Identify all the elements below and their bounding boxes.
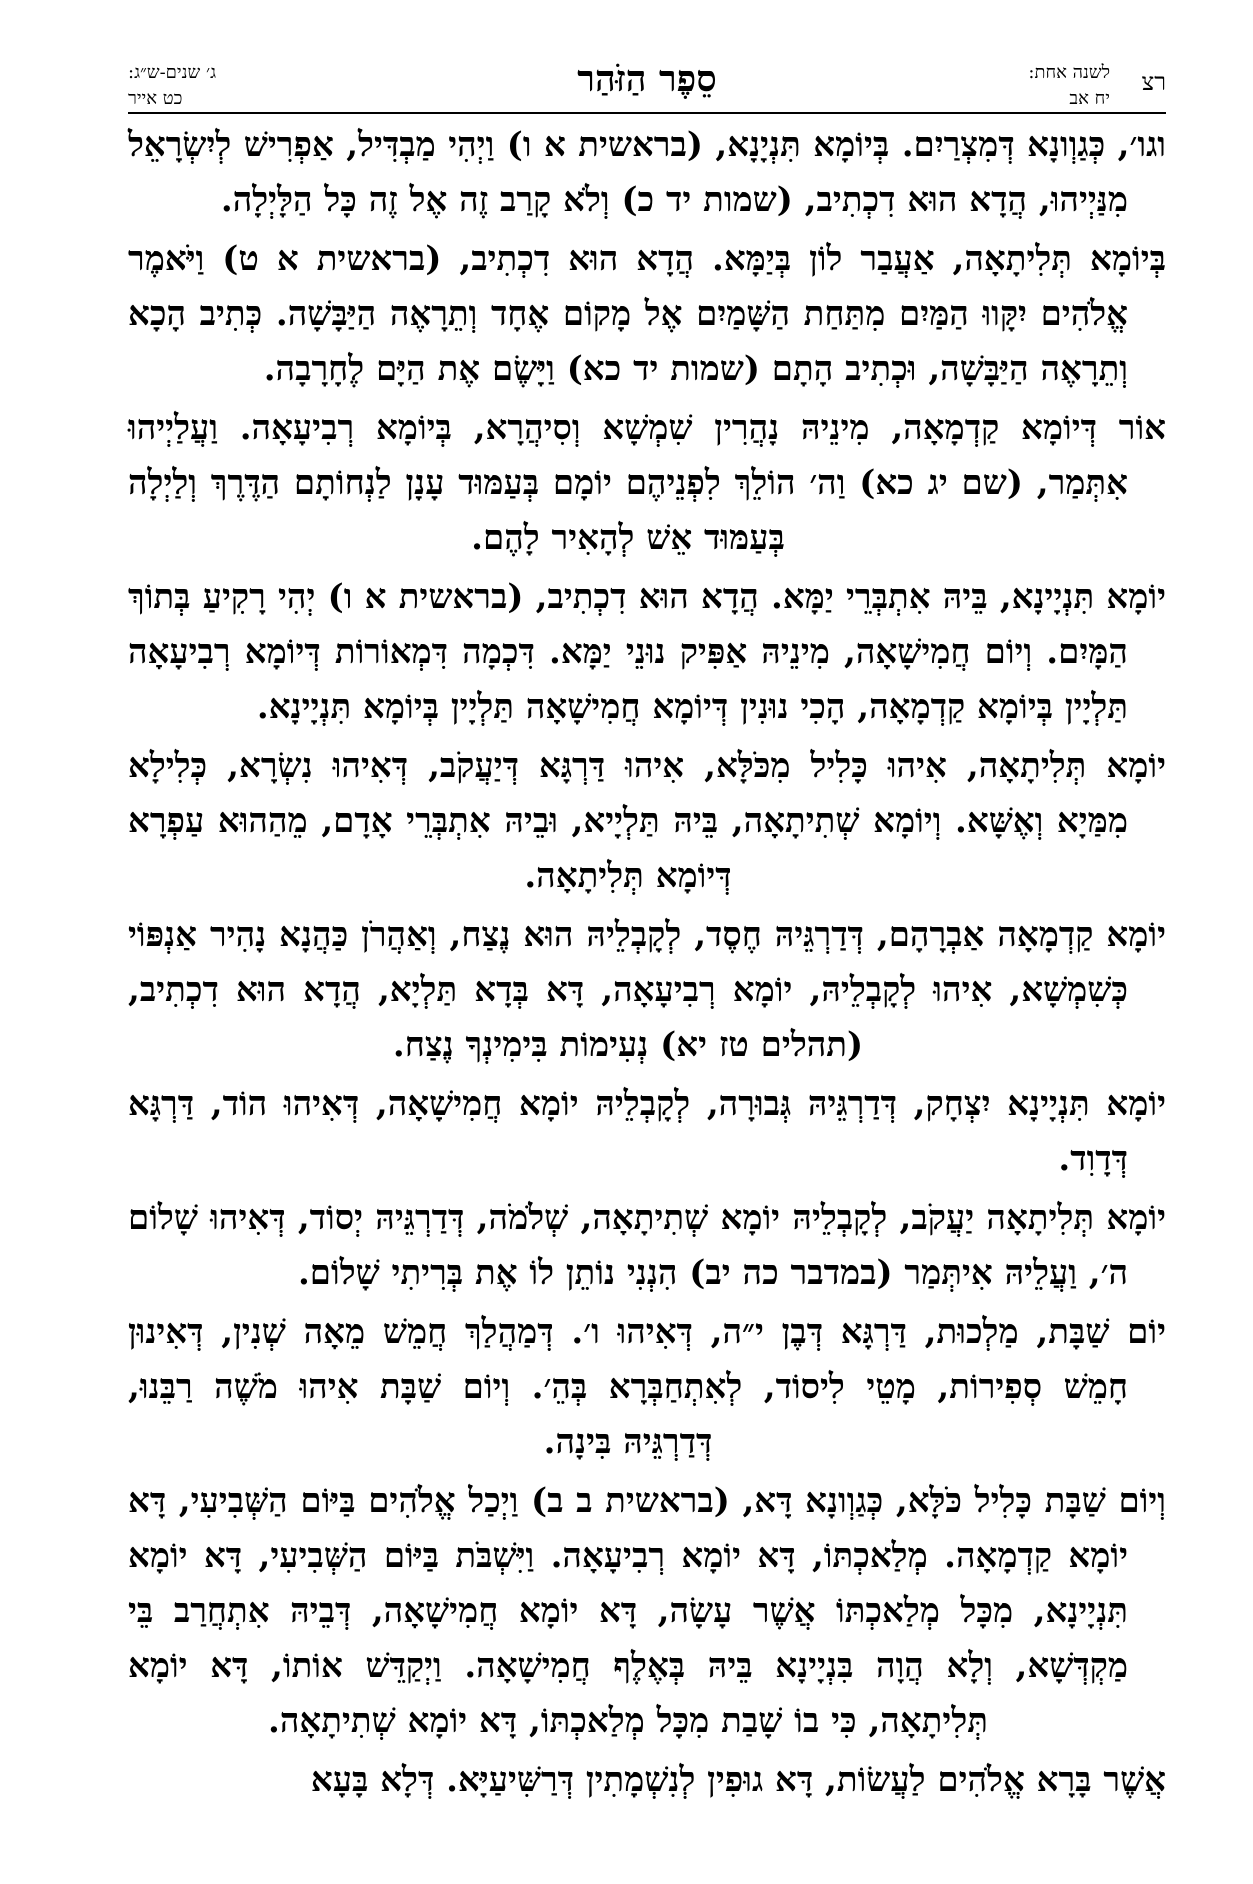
paragraph: יוֹם שַׁבָּת, מַלְכוּת, דַּרְגָּא דְּבֶן י״ה, דְּאִיהוּ ו׳. דְּמַהֲלַךְ חֲמֵשׁ מֵאָה שְׁנִין, דְּאִינוּן חָמֵשׁ סְפִירוֹת, מָטֵי לִיסוֹד, לְאִתְחַבְּרָא בְּהֵ׳. וְיוֹם שַׁבָּת אִיהוּ מֹשֶׁה רַבֵּנוּ, דְּדַרְגֵּיהּ בִּינָה.: [128, 1312, 1166, 1462]
paragraph: וְיוֹם שַׁבָּת כָּלִיל כֹּלָּא, כְּגַוְונָא דָּא, (בראשית ב ב) וַיְכַל אֱלֹהִים בַּיּוֹם הַשְּׁבִיעִי, דָּא יוֹמָא קַדְמָאָה. מְלַאכְתּוֹ, דָּא יוֹמָא רְבִיעָאָה. וַיִּשְׁבֹּת בַּיּוֹם הַשְּׁבִיעִי, דָּא יוֹמָא תִּנְיָינָא, מִכָּל מְלַאכְתּוֹ אֲשֶׁר עָשָׂה, דָּא יוֹמָא חֲמִישָׁאָה, דְּבֵיהּ אִתְחֲרַב בֵּי מַקְדְּשָׁא, וְלָא הֲוָה בִּנְיָינָא בֵּיהּ בְּאֶלֶף חֲמִישָׁאָה. וַיְקַדֵּשׁ אוֹתוֹ, דָּא יוֹמָא תְּלִיתָאָה, כִּי בוֹ שָׁבַת מִכָּל מְלַאכְתּוֹ, דָּא יוֹמָא שְׁתִיתָאָה.: [128, 1481, 1166, 1741]
paragraph: בְּיוֹמָא תְּלִיתָאָה, אַעֲבַר לוֹן בְּיַמָּא. הֲדָא הוּא דִכְתִיב, (בראשית א ט) וַיֹּאמֶר אֱלֹהִים יִקָּווּ הַמַּיִם מִתַּחַת הַשָּׁמַיִם אֶל מָקוֹם אֶחָד וְתֵרָאֶה הַיַּבָּשָׁה. כְּתִיב הָכָא וְתֵרָאֶה הַיַּבָּשָׁה, וּכְתִיב הָתָם (שמות יד כא) וַיָּשֶׂם אֶת הַיָּם לֶחָרָבָה.: [128, 239, 1166, 389]
header-divider: [128, 112, 1166, 114]
study-schedule-three-years: [128, 60, 216, 112]
study-schedule-year-date: יח אב: [1069, 88, 1110, 109]
paragraph: יוֹמָא תְּלִיתָאָה יַעֲקֹב, לְקָבְלֵיהּ יוֹמָא שְׁתִיתָאָה, שְׁלֹמֹה, דְּדַרְגֵּיהּ יְסוֹד, דְּאִיהוּ שָׁלוֹם ה׳, וַעֲלֵיהּ אִיתְּמַר (במדבר כה יב) הִנְנִי נוֹתֵן לוֹ אֶת בְּרִיתִי שָׁלוֹם.: [128, 1198, 1166, 1293]
paragraph: וגו׳, כְּגַוְונָא דְּמִצְרַיִם. בְּיוֹמָא תִּנְיָנָא, (בראשית א ו) וַיְהִי מַבְדִּיל, אַפְרִישׁ לְיִשְׂרָאֵל מִנַּיְיהוּ, הֲדָא הוּא דִכְתִיב, (שמות יד כ) וְלֹא קָרַב זֶה אֶל זֶה כָּל הַלָּיְלָה.: [128, 125, 1166, 220]
study-schedule-year-label: לשנה אחת:: [1028, 62, 1110, 83]
book-title: סֵפֶר הַזֹּהַר: [577, 58, 717, 100]
paragraph: יוֹמָא תִּנְיָינָא, בֵּיהּ אִתְבְּרֵי יַמָּא. הֲדָא הוּא דִכְתִיב, (בראשית א ו) יְהִי רָקִיעַ בְּתוֹךְ הַמָּיִם. וְיוֹם חֲמִישָׁאָה, מִינֵיהּ אַפִּיק נוּנֵי יַמָּא. דִּכְמָה דִּמְאוֹרוֹת דְּיוֹמָא רְבִיעָאָה תַּלְיָין בְּיוֹמָא קַדְמָאָה, הָכִי נוּנִין דְּיוֹמָא חֲמִישָׁאָה תַּלְיָין בְּיוֹמָא תִּנְיָינָא.: [128, 577, 1166, 727]
paragraph: אוֹר דְּיוֹמָא קַדְמָאָה, מִינֵיהּ נָהֲרִין שִׁמְשָׁא וְסִיהֲרָא, בְּיוֹמָא רְבִיעָאָה. וַעֲלַיְיהוּ אִתְּמַר, (שם יג כא) וַה׳ הוֹלֵךְ לִפְנֵיהֶם יוֹמָם בְּעַמּוּד עָנָן לַנְחוֹתָם הַדֶּרֶךְ וְלַיְלָה בְּעַמּוּד אֵשׁ לְהָאִיר לָהֶם.: [128, 408, 1166, 558]
paragraph: אֲשֶׁר בָּרָא אֱלֹהִים לַעֲשׂוֹת, דָּא גוּפִין לְנִשְׁמָתִין דְּרַשִּׁיעַיָּא. דְּלָא בָּעָא: [310, 1760, 1166, 1800]
study-schedule-three-years-label: ג׳ שנים-ש״ג:: [128, 62, 217, 83]
paragraph: יוֹמָא תִּנְיָינָא יִצְחָק, דְּדַרְגֵּיהּ גְּבוּרָה, לְקָבְלֵיהּ יוֹמָא חֲמִישָׁאָה, דְּאִיהוּ הוֹד, דַּרְגָּא דְּדָוִד.: [128, 1084, 1166, 1179]
page-number: רצ: [1141, 68, 1166, 96]
study-schedule-three-years-date: כט אייר: [128, 88, 183, 109]
paragraph: יוֹמָא תְּלִיתָאָה, אִיהוּ כָּלִיל מִכֹּלָּא, אִיהוּ דַּרְגָּא דְּיַעֲקֹב, דְּאִיהוּ נִשְׂרָא, כְּלִילָא מִמַּיָא וְאֶשָּׁא. וְיוֹמָא שְׁתִיתָאָה, בֵּיהּ תַּלְיָיא, וּבֵיהּ אִתְבְּרֵי אָדָם, מֵהַהוּא עַפְרָא דְּיוֹמָא תְּלִיתָאָה.: [128, 746, 1166, 896]
page-header: [128, 58, 1166, 110]
paragraph: יוֹמָא קַדְמָאָה אַבְרָהָם, דְּדַרְגֵּיהּ חֶסֶד, לְקָבְלֵיהּ הוּא נֶצַח, וְאַהֲרֹן כַּהֲנָא נָהִיר אַנְפּוֹי כְּשִׁמְשָׁא, אִיהוּ לְקָבְלֵיהּ, יוֹמָא רְבִיעָאָה, דָּא בְּדָא תַּלְיָא, הֲדָא הוּא דִכְתִיב, (תהלים טז יא) נְעִימוֹת בִּימִינְךָ נֶצַח.: [128, 915, 1166, 1065]
main-text: [128, 118, 1166, 1812]
